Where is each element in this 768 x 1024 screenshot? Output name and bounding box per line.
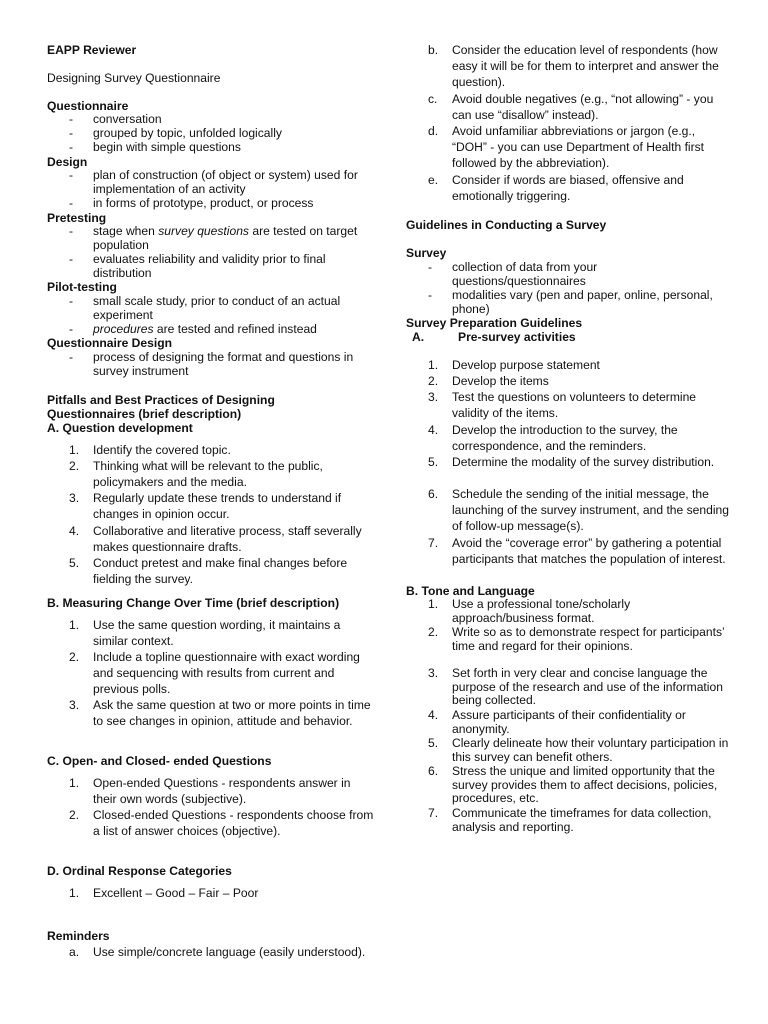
questionnaire-heading: Questionnaire (47, 99, 129, 113)
presurvey-letter: A. (412, 330, 425, 344)
list-item-text: Set forth in very clear and concise language the purpose of the research and use of the information being collected. (452, 666, 723, 707)
presurvey-heading: Pre-survey activities (458, 330, 576, 344)
section-b-heading: B. Measuring Change Over Time (brief description) (47, 596, 340, 610)
list-item-text: Develop the introduction to the survey, the correspondence, and the reminders. (452, 423, 678, 453)
doc-title: EAPP Reviewer (47, 43, 137, 57)
list-item-text: Avoid double negatives (e.g., “not allowing” - you can use “disallow” instead). (452, 92, 714, 122)
number-marker: 2. (428, 625, 439, 639)
list-item-text: Assure participants of their confidentiality or anonymity. (452, 708, 686, 736)
survey-heading: Survey (406, 246, 447, 260)
list-item-text: Use simple/concrete language (easily understood). (93, 945, 366, 959)
dash-marker: - (69, 196, 74, 210)
list-item-text: procedures are tested and refined instead (93, 322, 317, 336)
number-marker: 6. (428, 764, 439, 778)
list-item-text: Ask the same question at two or more points in time to see changes in opinion, attitude and behavior. (93, 698, 371, 728)
number-marker: 2. (69, 459, 80, 473)
list-item-text: Develop the items (452, 374, 549, 388)
questionnaire-design-heading: Questionnaire Design (47, 336, 172, 350)
list-item-text: grouped by topic, unfolded logically (93, 126, 282, 140)
list-item-text: Test the questions on volunteers to determine validity of the items. (452, 390, 697, 420)
number-marker: 6. (428, 487, 439, 501)
number-marker: 5. (69, 556, 80, 570)
letter-marker: a. (69, 945, 80, 959)
list-item-text: Thinking what will be relevant to the public, policymakers and the media. (93, 459, 323, 489)
list-item-text: Conduct pretest and make final changes before fielding the survey. (93, 556, 348, 586)
letter-marker: d. (428, 124, 439, 138)
list-item-text: Clearly delineate how their voluntary participation in this survey can benefit others. (452, 736, 729, 764)
dash-marker: - (428, 260, 433, 274)
dash-marker: - (69, 294, 74, 308)
number-marker: 5. (428, 455, 439, 469)
list-item-text: Determine the modality of the survey distribution. (452, 455, 715, 469)
list-item-text: collection of data from your questions/questionnaires (452, 260, 598, 288)
list-item-text: Develop purpose statement (452, 358, 600, 372)
number-marker: 1. (69, 886, 80, 900)
dash-marker: - (69, 224, 74, 238)
list-item-text: process of designing the format and questions in survey instrument (93, 350, 354, 378)
list-item-text: Avoid unfamiliar abbreviations or jargon (e.g., “DOH” - you can use Department of Health first followed by the abbreviation). (452, 124, 705, 170)
design-heading: Design (47, 155, 88, 169)
number-marker: 4. (428, 708, 439, 722)
list-item-text: Excellent – Good – Fair – Poor (93, 886, 259, 900)
number-marker: 1. (69, 618, 80, 632)
number-marker: 2. (69, 808, 80, 822)
dash-marker: - (69, 350, 74, 364)
list-item-text: Collaborative and literative process, staff severally makes questionnaire drafts. (93, 524, 362, 554)
number-marker: 1. (428, 597, 439, 611)
section-d-heading: D. Ordinal Response Categories (47, 864, 232, 878)
letter-marker: c. (428, 92, 438, 106)
number-marker: 4. (428, 423, 439, 437)
dash-marker: - (69, 140, 74, 154)
number-marker: 1. (69, 776, 80, 790)
number-marker: 3. (69, 491, 80, 505)
list-item-text: small scale study, prior to conduct of an actual experiment (93, 294, 341, 322)
number-marker: 7. (428, 806, 439, 820)
number-marker: 3. (428, 666, 439, 680)
number-marker: 7. (428, 536, 439, 550)
pilot-testing-heading: Pilot-testing (47, 280, 117, 294)
list-item-text: Identify the covered topic. (93, 443, 231, 457)
list-item-text: Communicate the timeframes for data collection, analysis and reporting. (452, 806, 712, 834)
list-item-text: Consider if words are biased, offensive and emotionally triggering. (452, 173, 684, 203)
list-item-text: stage when survey questions are tested on target population (93, 224, 358, 252)
list-item-text: Write so as to demonstrate respect for participants’ time and regard for their opinions. (452, 625, 725, 653)
letter-marker: e. (428, 173, 439, 187)
number-marker: 5. (428, 736, 439, 750)
number-marker: 1. (69, 443, 80, 457)
dash-marker: - (69, 252, 74, 266)
list-item-text: Open-ended Questions - respondents answer in their own words (subjective). (93, 776, 351, 806)
pretesting-heading: Pretesting (47, 211, 107, 225)
list-item-text: Schedule the sending of the initial message, the launching of the survey instrument, and the sending of follow-up message(s). (452, 487, 729, 533)
list-item-text: modalities vary (pen and paper, online, personal, phone) (452, 288, 713, 316)
dash-marker: - (69, 322, 74, 336)
list-item-text: Consider the education level of respondents (how easy it will be for them to interpret and answer the question). (452, 43, 719, 89)
dash-marker: - (428, 288, 433, 302)
list-item-text: Include a topline questionnaire with exact wording and sequencing with results from current and previous polls. (93, 650, 360, 696)
letter-marker: b. (428, 43, 439, 57)
number-marker: 3. (428, 390, 439, 404)
section-c-heading: C. Open- and Closed- ended Questions (47, 754, 272, 768)
guidelines-heading: Guidelines in Conducting a Survey (406, 218, 607, 232)
list-item-text: plan of construction (of object or system) used for implementation of an activity (93, 168, 358, 196)
number-marker: 1. (428, 358, 439, 372)
number-marker: 4. (69, 524, 80, 538)
pitfalls-heading-line2: Questionnaires (brief description) (47, 407, 242, 421)
list-item-text: Closed-ended Questions - respondents choose from a list of answer choices (objective). (93, 808, 374, 838)
tone-heading: B. Tone and Language (406, 584, 535, 598)
list-item-text: conversation (93, 112, 162, 126)
emphasis-text: survey questions (158, 224, 249, 238)
preparation-heading: Survey Preparation Guidelines (406, 316, 583, 330)
reminders-heading: Reminders (47, 929, 110, 943)
section-a-heading: A. Question development (47, 421, 193, 435)
number-marker: 3. (69, 698, 80, 712)
list-item-text: Regularly update these trends to understand if changes in opinion occur. (93, 491, 342, 521)
list-item-text: Use a professional tone/scholarly approach/business format. (452, 597, 631, 625)
list-item-text: Use the same question wording, it maintains a similar context. (93, 618, 341, 648)
list-item-text: Stress the unique and limited opportunity that the survey provides them to affect decisions, policies, procedures, etc. (452, 764, 718, 805)
list-item-text: in forms of prototype, product, or process (93, 196, 314, 210)
doc-subtitle: Designing Survey Questionnaire (47, 71, 221, 85)
dash-marker: - (69, 168, 74, 182)
emphasis-text: procedures (93, 322, 154, 336)
pitfalls-heading-line1: Pitfalls and Best Practices of Designing (47, 393, 275, 407)
list-item-text: Avoid the “coverage error” by gathering a potential participants that matches the population of interest. (452, 536, 726, 566)
dash-marker: - (69, 112, 74, 126)
list-item-text: begin with simple questions (93, 140, 241, 154)
number-marker: 2. (428, 374, 439, 388)
list-item-text: evaluates reliability and validity prior to final distribution (93, 252, 326, 280)
dash-marker: - (69, 126, 74, 140)
number-marker: 2. (69, 650, 80, 664)
